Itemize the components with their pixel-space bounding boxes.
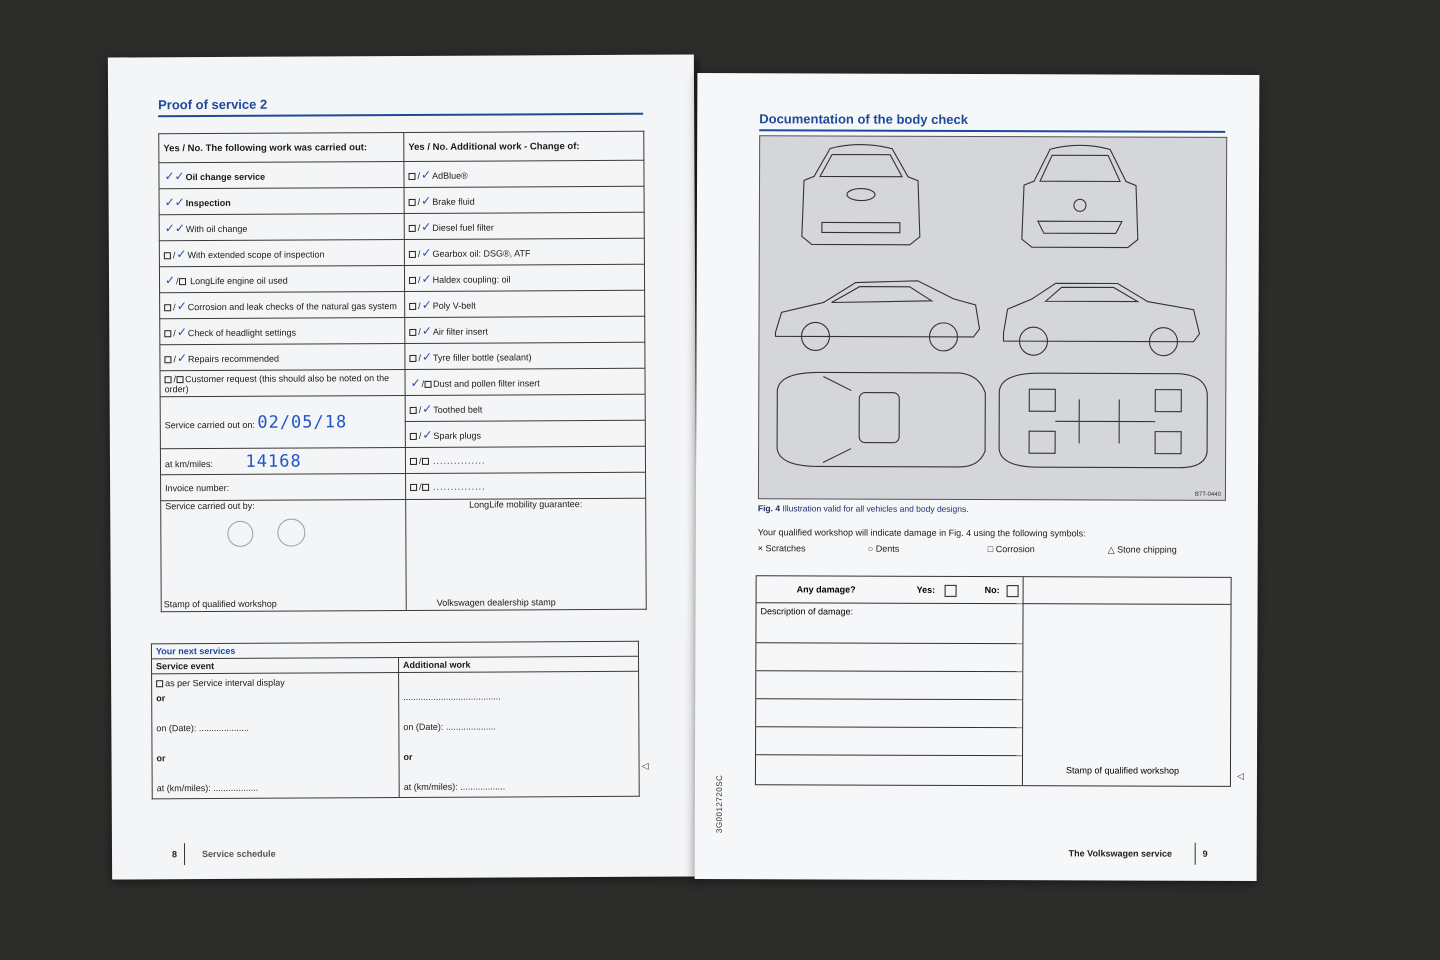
work-item[interactable]: /✓Corrosion and leak checks of the natural gas system	[160, 291, 405, 318]
checkbox-icon	[410, 458, 417, 465]
check-mark-icon: ✓	[421, 245, 432, 260]
yes-label: Yes:	[916, 584, 936, 595]
checkbox-icon	[164, 330, 171, 337]
any-damage-label: Any damage?	[796, 584, 856, 595]
left-page	[108, 54, 698, 879]
additional-item[interactable]: /✓Gearbox oil: DSG®, ATF	[404, 238, 644, 265]
checkbox-icon	[165, 376, 172, 383]
footer-rule	[184, 843, 185, 865]
body-check-title: Documentation of the body check	[759, 111, 969, 127]
description-area[interactable]	[756, 602, 1024, 785]
right-page	[695, 73, 1260, 881]
footer-section: Service schedule	[201, 848, 276, 860]
additional-item[interactable]: ✓/ Dust and pollen filter insert	[405, 368, 645, 395]
check-mark-icon: ✓	[176, 246, 187, 261]
description-label: Description of damage:	[760, 606, 854, 617]
checkbox-icon	[410, 433, 417, 440]
check-mark-icon: ✓	[421, 219, 432, 234]
any-damage-row	[757, 576, 1024, 604]
longlife-label: LongLife mobility guarantee:	[469, 499, 583, 510]
next-service-event-cell[interactable]: as per Service interval display or on (Date): .................... or at (km/miles): ..................	[152, 673, 400, 799]
service-date-label: Service carried out on:	[164, 419, 255, 430]
check-mark-icon: ✓✓	[164, 168, 185, 183]
writing-line	[756, 670, 1022, 672]
check-mark-icon: ✓	[421, 271, 432, 286]
service-table	[158, 131, 647, 613]
additional-item[interactable]: /✓Air filter insert	[405, 316, 645, 343]
additional-item[interactable]: /✓Poly V-belt	[405, 290, 645, 317]
car-outlines	[759, 136, 1226, 500]
checkbox-icon	[409, 225, 416, 232]
additional-item[interactable]: /✓Toothed belt	[405, 394, 645, 421]
km-label: at km/miles:	[164, 458, 214, 469]
checkbox-icon	[409, 277, 416, 284]
header-left: Yes / No. The following work was carried out:	[159, 132, 404, 162]
next-additional-cell[interactable]: ....................................... on (Date): .................... or at (km/miles): ..................	[399, 671, 640, 797]
checkbox-icon	[409, 329, 416, 336]
work-item[interactable]: /✓Check of headlight settings	[160, 317, 405, 344]
service-date-value: 02/05/18	[257, 411, 348, 433]
next-col-additional: Additional work	[398, 656, 638, 672]
yes-checkbox[interactable]	[945, 585, 957, 597]
writing-line	[756, 726, 1022, 728]
proof-of-service-title: Proof of service 2	[158, 96, 268, 113]
work-item[interactable]: / Customer request (this should also be noted on the order)	[160, 369, 405, 396]
work-item[interactable]: ✓✓With oil change	[159, 213, 404, 240]
no-label: No:	[984, 585, 1000, 596]
check-mark-icon: ✓	[420, 167, 432, 182]
header-right: Yes / No. Additional work - Change of:	[404, 131, 644, 161]
work-item[interactable]: ✓/ LongLife engine oil used	[159, 265, 404, 292]
checkbox-icon	[409, 355, 416, 362]
work-item[interactable]: /✓Repairs recommended	[160, 343, 405, 370]
no-checkbox[interactable]	[1007, 585, 1019, 597]
document-code: 3G0012720SC	[714, 774, 724, 834]
work-item[interactable]: /✓With extended scope of inspection	[159, 239, 404, 266]
check-mark-icon: ✓	[421, 193, 432, 208]
carried-out-by-cell[interactable]: Service carried out by: Stamp of qualified workshop	[161, 499, 407, 611]
check-mark-icon: ✓✓	[164, 220, 185, 235]
checkbox-icon	[408, 173, 415, 180]
checkbox-icon	[410, 484, 417, 491]
additional-item[interactable]: / ...............	[406, 472, 646, 499]
writing-line	[756, 754, 1022, 756]
stamp-vw-label: Volkswagen dealership stamp	[436, 597, 556, 608]
next-services-table	[151, 641, 640, 800]
figure-code: B7T-0440	[1194, 491, 1221, 498]
km-cell[interactable]	[160, 447, 405, 474]
damage-header-blank	[1023, 577, 1231, 605]
continue-triangle-icon: ◁	[641, 760, 649, 771]
additional-item[interactable]: /✓Tyre filler bottle (sealant)	[405, 342, 645, 369]
additional-item[interactable]: / ...............	[405, 446, 645, 473]
checkbox-icon	[409, 199, 416, 206]
check-mark-icon: ✓	[422, 401, 433, 416]
checkbox-icon	[409, 251, 416, 258]
next-services-title: Your next services	[151, 641, 638, 659]
corrosion-icon: □	[987, 544, 994, 555]
check-mark-icon: ✓	[176, 324, 187, 339]
checkbox-icon	[176, 376, 183, 383]
symbols-intro: Your qualified workshop will indicate damage in Fig. 4 using the following symbols:	[757, 527, 1086, 539]
page-number: 8	[171, 849, 178, 860]
checkbox-icon	[179, 278, 186, 285]
checkbox-icon	[164, 304, 171, 311]
check-mark-icon: ✓	[421, 323, 432, 338]
checkbox-icon	[410, 407, 417, 414]
title-rule	[158, 113, 643, 118]
work-item[interactable]: ✓✓Inspection	[159, 187, 404, 214]
check-mark-icon: ✓	[176, 350, 188, 365]
additional-item[interactable]: /✓Spark plugs	[405, 420, 645, 447]
check-mark-icon: ✓	[164, 272, 176, 287]
check-mark-icon: ✓	[421, 349, 433, 364]
stone-chipping-icon: △	[1107, 544, 1115, 555]
footer-section: The Volkswagen service	[1068, 848, 1173, 859]
writing-line	[756, 642, 1022, 644]
dent-icon: ○	[867, 543, 874, 554]
figure-label: Fig. 4	[757, 503, 781, 514]
longlife-cell[interactable]	[406, 498, 647, 610]
check-mark-icon: ✓	[176, 298, 187, 313]
scratch-icon: ×	[757, 543, 764, 554]
checkbox-icon	[421, 457, 428, 464]
stamp-workshop-label: Stamp of qualified workshop	[163, 598, 277, 610]
continue-triangle-icon: ◁	[1236, 770, 1244, 781]
title-rule	[759, 129, 1225, 133]
check-mark-icon: ✓✓	[164, 194, 185, 209]
work-item[interactable]: ✓✓Oil change service	[159, 161, 404, 188]
writing-line	[756, 698, 1022, 700]
next-col-service-event: Service event	[152, 658, 399, 674]
additional-item[interactable]: /✓Haldex coupling: oil	[404, 264, 644, 291]
checkbox-icon	[164, 252, 171, 259]
additional-item[interactable]: /✓Diesel fuel filter	[404, 212, 644, 239]
checkbox-icon	[164, 356, 171, 363]
km-value: 14168	[245, 451, 302, 472]
service-date-cell[interactable]	[160, 395, 405, 448]
checkbox-icon	[422, 483, 429, 490]
additional-item[interactable]: /✓AdBlue®	[404, 160, 644, 187]
page-number: 9	[1202, 848, 1208, 859]
additional-item[interactable]: /✓Brake fluid	[404, 186, 644, 213]
checkbox-icon	[424, 380, 431, 387]
check-mark-icon: ✓	[410, 375, 421, 390]
symbols-legend: × Scratches ○ Dents □ Corrosion △ Stone chipping	[757, 543, 1177, 555]
damage-form	[755, 575, 1232, 787]
stamp-impression	[277, 519, 305, 547]
check-mark-icon: ✓	[422, 427, 433, 442]
vehicle-diagram[interactable]	[758, 135, 1227, 501]
checkbox-icon	[409, 303, 416, 310]
stamp-workshop-label: Stamp of qualified workshop	[1065, 765, 1180, 776]
checkbox-icon	[156, 680, 163, 687]
stamp-impression	[227, 521, 253, 547]
invoice-cell[interactable]: Invoice number:	[161, 473, 406, 500]
figure-caption: Illustration valid for all vehicles and body designs.	[782, 503, 969, 514]
footer-rule	[1195, 843, 1196, 865]
check-mark-icon: ✓	[421, 297, 432, 312]
